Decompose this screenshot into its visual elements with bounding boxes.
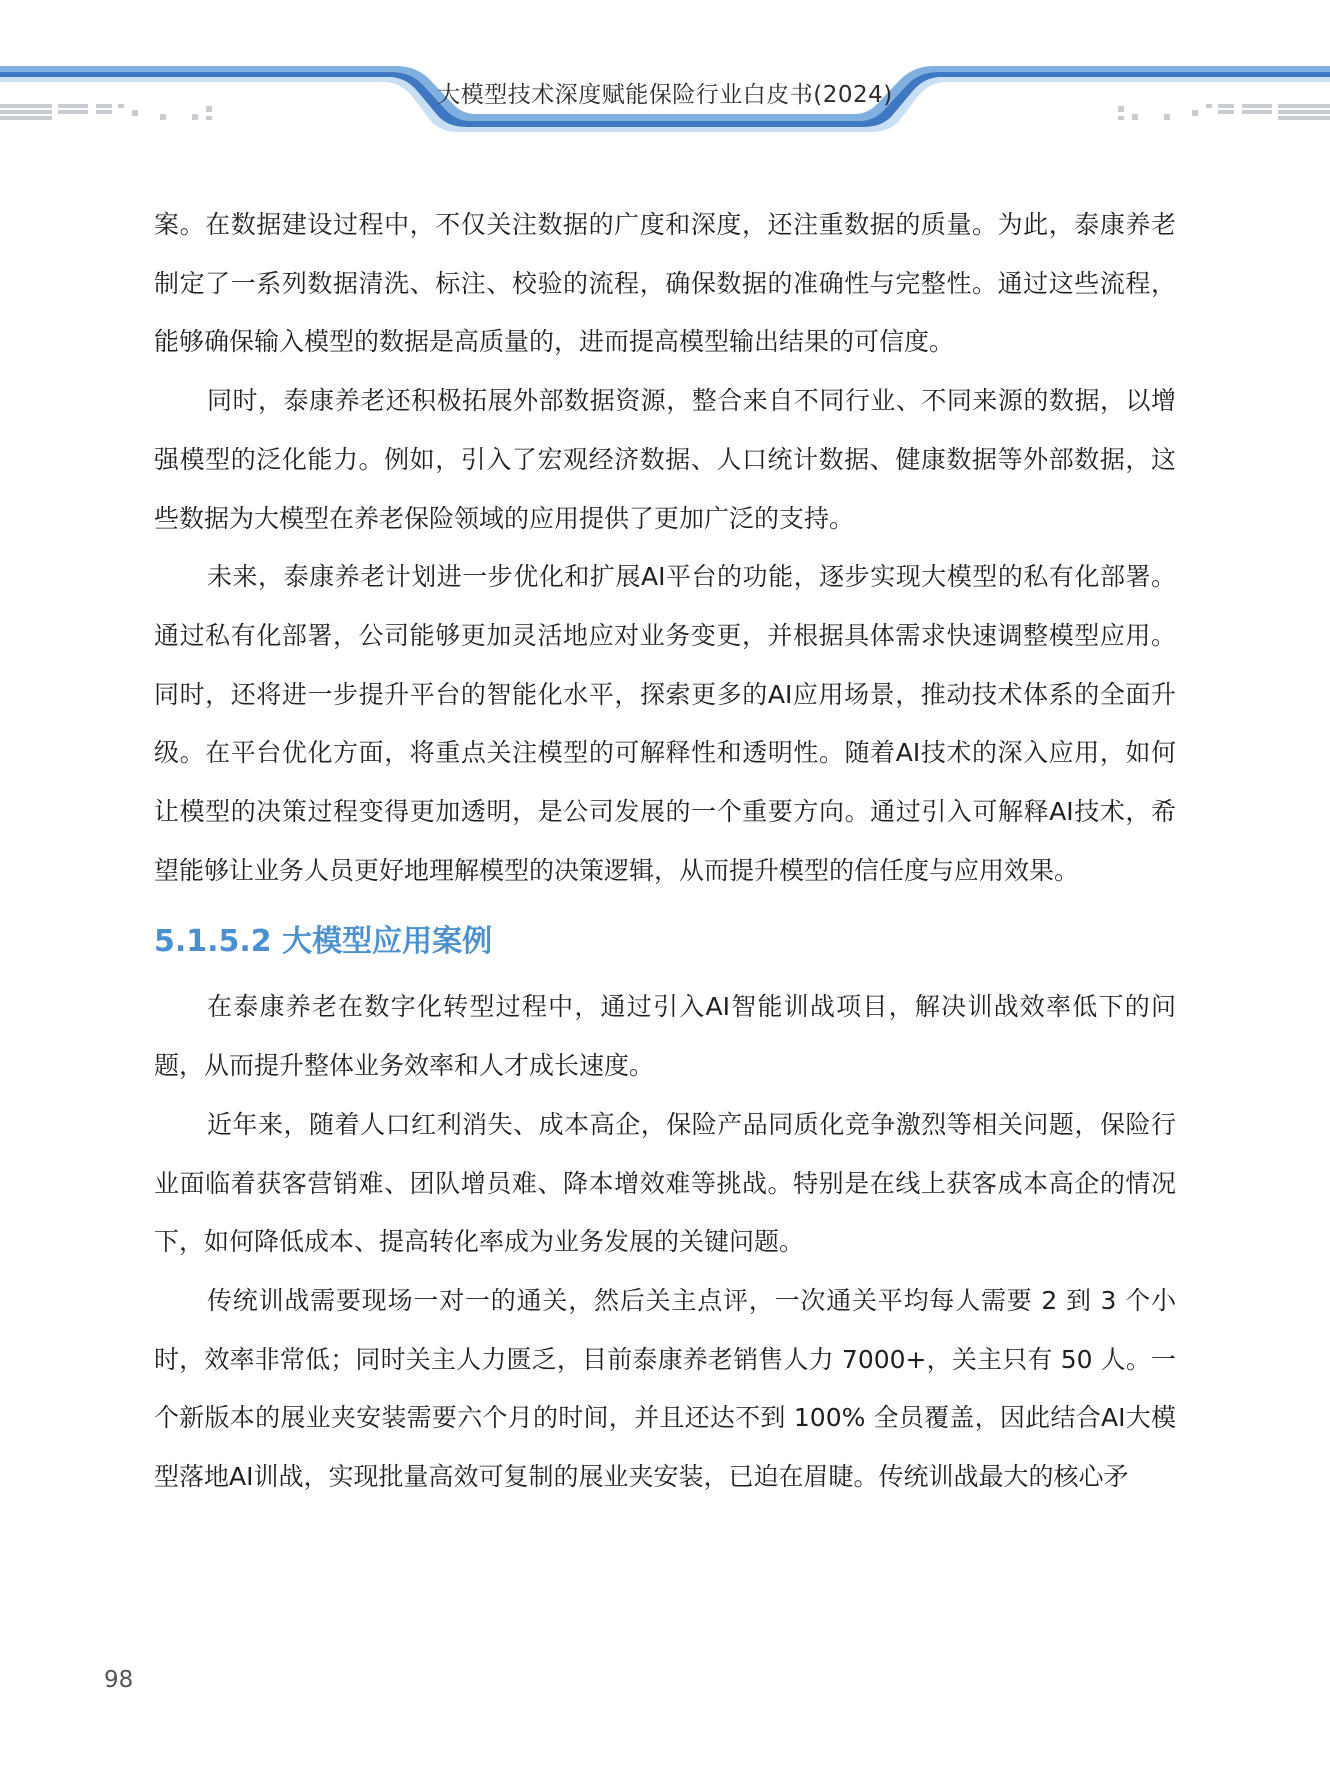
- body-paragraph: 传统训战需要现场一对一的通关，然后关主点评，一次通关平均每人需要 2 到 3 个小时，效率非常低；同时关主人力匮乏，目前泰康养老销售人力 7000+，关主只有 50 人。一个新版本的展业夹安装需要六个月的时间，并且还达不到 100% 全员覆盖，因此结合AI大模型落地AI训战，实现批量高效可复制的展业夹安装，已迫在眉睫。传统训战最大的核心矛: [154, 1285, 1176, 1492]
- body-paragraph: 案。在数据建设过程中，不仅关注数据的广度和深度，还注重数据的质量。为此，泰康养老制定了一系列数据清洗、标注、校验的流程，确保数据的准确性与完整性。通过这些流程，能够确保输入模型的数据是高质量的，进而提高模型输出结果的可信度。: [154, 210, 1176, 357]
- body-paragraph: 近年来，随着人口红利消失、成本高企，保险产品同质化竞争激烈等相关问题，保险行业面临着获客营销难、团队增员难、降本增效难等挑战。特别是在线上获客成本高企的情况下，如何降低成本、提高转化率成为业务发展的关键问题。: [154, 1109, 1176, 1257]
- page-number: 98: [104, 1667, 134, 1693]
- body-paragraph: 在泰康养老在数字化转型过程中，通过引入AI智能训战项目，解决训战效率低下的问题，从而提升整体业务效率和人才成长速度。: [154, 992, 1176, 1081]
- header-decoration: [0, 0, 1330, 140]
- page-body: [154, 196, 1176, 1507]
- page-header: [0, 0, 1330, 140]
- body-paragraph: 同时，泰康养老还积极拓展外部数据资源，整合来自不同行业、不同来源的数据，以增强模型的泛化能力。例如，引入了宏观经济数据、人口统计数据、健康数据等外部数据，这些数据为大模型在养老保险领域的应用提供了更加广泛的支持。: [154, 386, 1176, 533]
- running-header-title: 大模型技术深度赋能保险行业白皮书(2024): [437, 82, 893, 108]
- section-heading: 5.1.5.2 大模型应用案例: [154, 924, 493, 960]
- body-paragraph: 未来，泰康养老计划进一步优化和扩展AI平台的功能，逐步实现大模型的私有化部署。通过私有化部署，公司能够更加灵活地应对业务变更，并根据具体需求快速调整模型应用。同时，还将进一步提升平台的智能化水平，探索更多的AI应用场景，推动技术体系的全面升级。在平台优化方面，将重点关注模型的可解释性和透明性。随着AI技术的深入应用，如何让模型的决策过程变得更加透明，是公司发展的一个重要方向。通过引入可解释AI技术，希望能够让业务人员更好地理解模型的决策逻辑，从而提升模型的信任度与应用效果。: [154, 562, 1176, 885]
